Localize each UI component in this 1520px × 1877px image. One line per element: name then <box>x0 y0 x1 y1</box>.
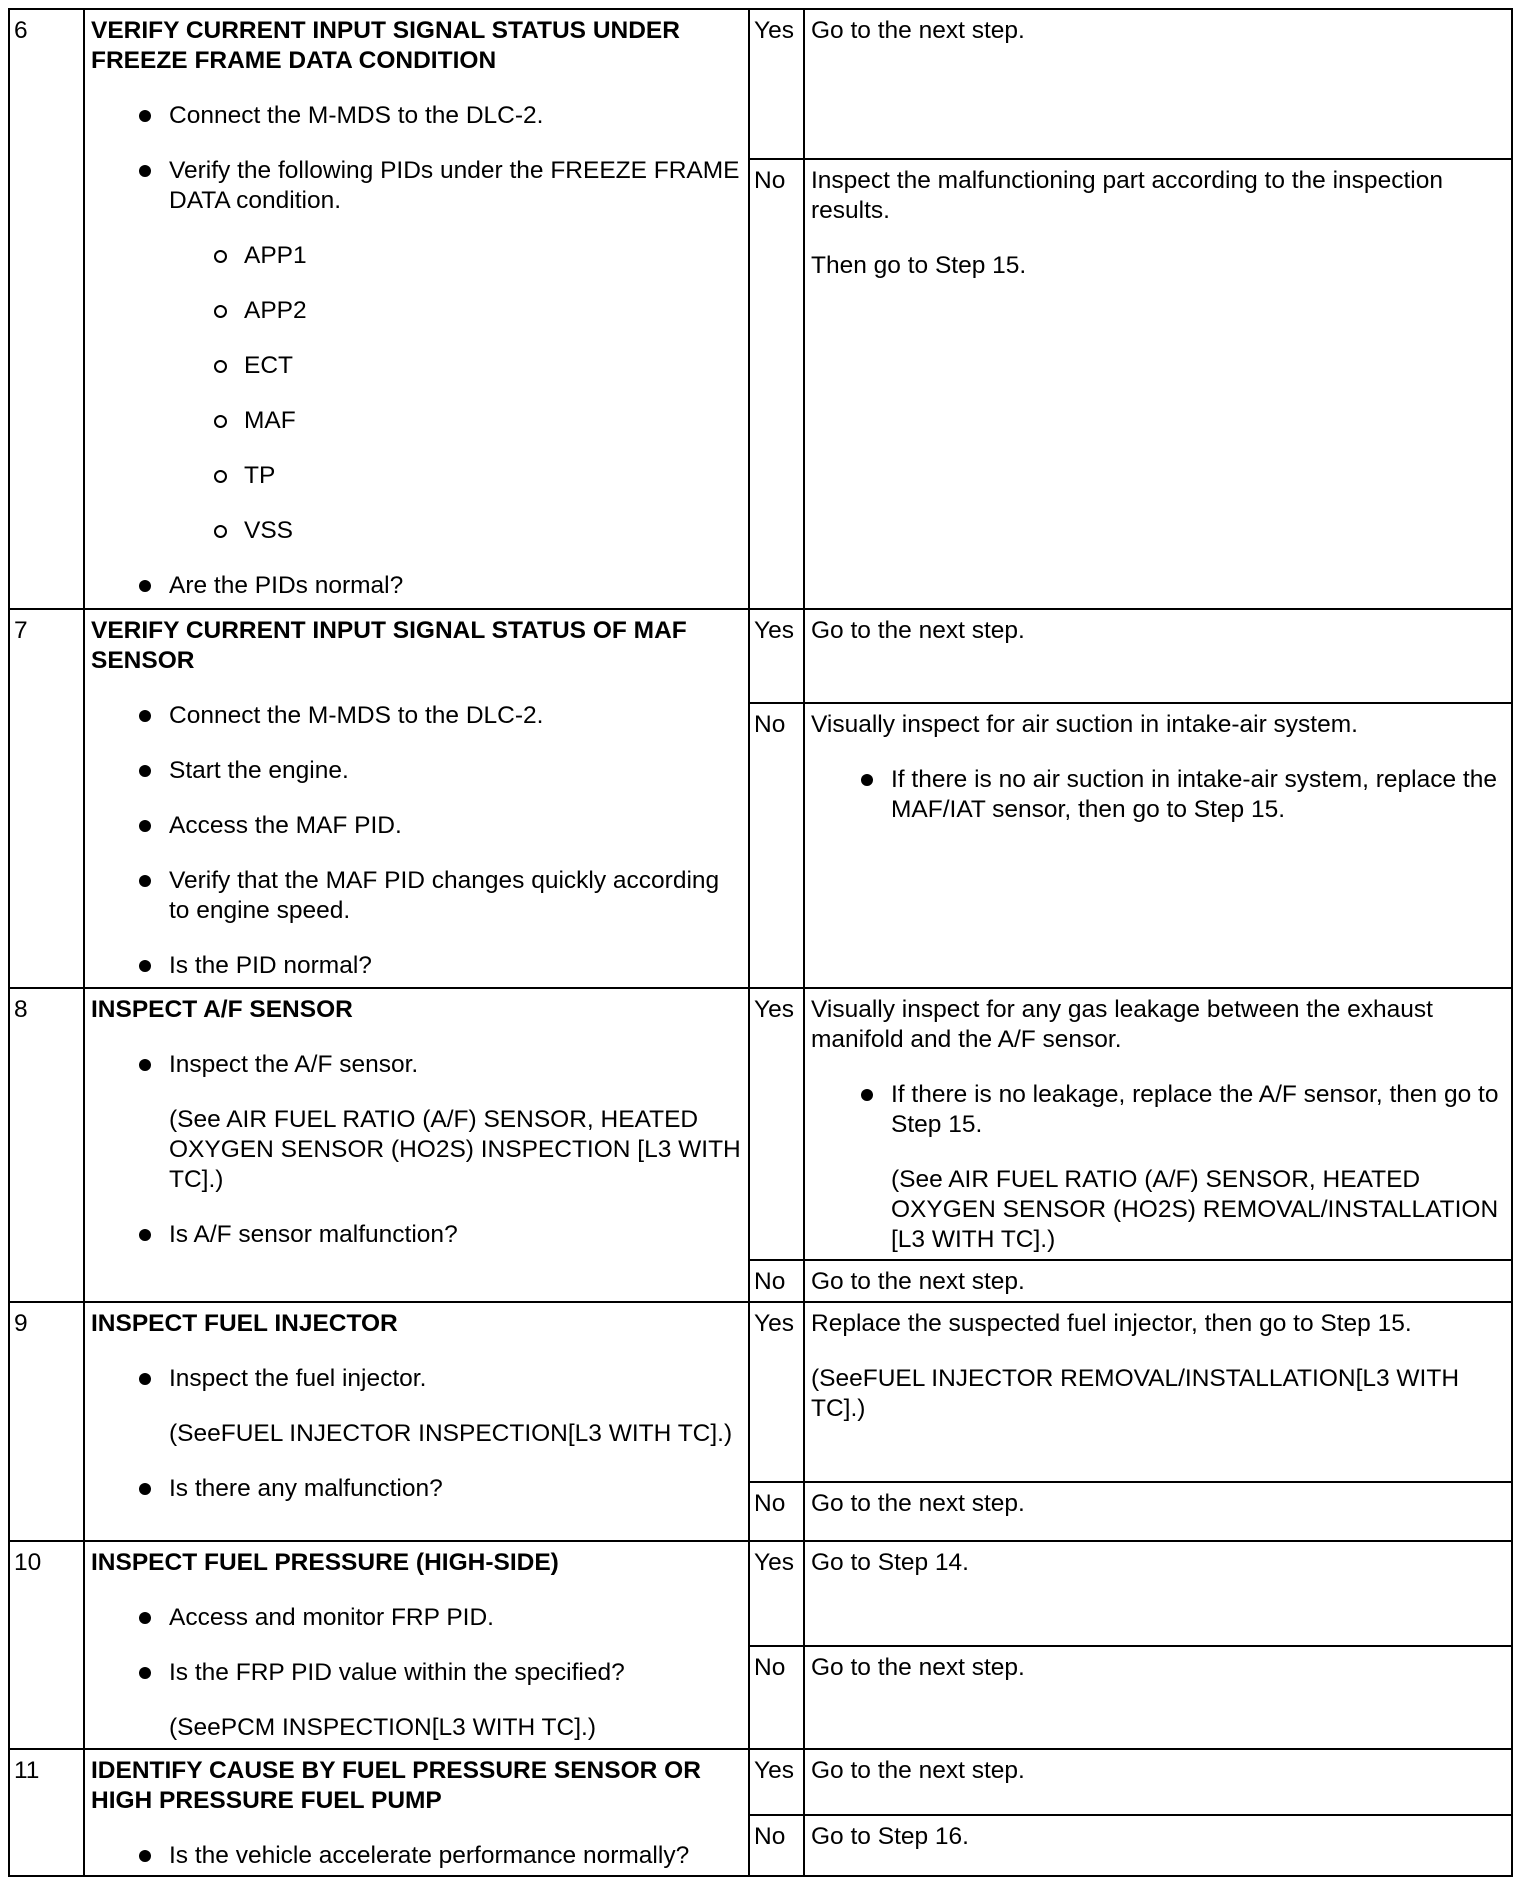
step-10-procedure <box>84 1541 749 1749</box>
answer-no-action: Inspect the malfunctioning part according to the inspection results. Then go to Step 15. <box>804 159 1512 609</box>
answer-yes-label: Yes <box>749 988 804 1260</box>
answer-no-label: No <box>749 1260 804 1302</box>
step-title: VERIFY CURRENT INPUT SIGNAL STATUS UNDER FREEZE FRAME DATA CONDITION <box>91 17 680 74</box>
question-item: Is A/F sensor malfunction? <box>169 1220 742 1250</box>
step-number: 9 <box>9 1302 84 1541</box>
step-number: 6 <box>9 9 84 609</box>
reference-note: (SeeFUEL INJECTOR INSPECTION[L3 WITH TC].) <box>169 1420 733 1447</box>
action-list <box>91 1364 742 1504</box>
answer-yes-label: Yes <box>749 9 804 159</box>
action-list <box>91 701 742 981</box>
answer-no-action: Go to the next step. <box>804 1260 1512 1302</box>
answer-no-label: No <box>749 703 804 988</box>
step-11-row-yes <box>9 1749 1512 1815</box>
answer-bullet: If there is no leakage, replace the A/F sensor, then go to Step 15. (See AIR FUEL RATIO (A/F) SENSOR, HEATED OXYGEN SENSOR (HO2S) REMOVAL/INSTALLATION [L3 WITH TC].) <box>891 1080 1505 1255</box>
answer-no-action: Go to the next step. <box>804 1646 1512 1749</box>
action-list <box>91 1603 742 1743</box>
answer-bullet: If there is no air suction in intake-air system, replace the MAF/IAT sensor, then go to Step 15. <box>891 765 1505 825</box>
reference-note: (SeeFUEL INJECTOR REMOVAL/INSTALLATION[L3 WITH TC].) <box>811 1365 1460 1422</box>
answer-no-label: No <box>749 1482 804 1541</box>
reference-note: (See AIR FUEL RATIO (A/F) SENSOR, HEATED OXYGEN SENSOR (HO2S) INSPECTION [L3 WITH TC].) <box>169 1106 741 1193</box>
step-title: VERIFY CURRENT INPUT SIGNAL STATUS OF MAF SENSOR <box>91 617 687 674</box>
action-list <box>91 101 742 601</box>
step-8-procedure <box>84 988 749 1302</box>
step-10-row-yes <box>9 1541 1512 1646</box>
reference-note: (SeePCM INSPECTION[L3 WITH TC].) <box>169 1714 596 1741</box>
pid-item: VSS <box>244 516 742 546</box>
action-item: Verify the following PIDs under the FREEZE FRAME DATA condition. APP1 APP2 ECT MAF TP VSS <box>169 156 742 546</box>
question-item: Is the PID normal? <box>169 951 742 981</box>
answer-yes-action: Go to Step 14. <box>804 1541 1512 1646</box>
step-title: INSPECT FUEL INJECTOR <box>91 1310 398 1337</box>
step-title: INSPECT A/F SENSOR <box>91 996 353 1023</box>
diagnostic-procedure-table <box>8 8 1513 1877</box>
action-item: Connect the M-MDS to the DLC-2. <box>169 101 742 131</box>
answer-yes-label: Yes <box>749 609 804 703</box>
action-item: Inspect the A/F sensor. (See AIR FUEL RATIO (A/F) SENSOR, HEATED OXYGEN SENSOR (HO2S) INSPECTION [L3 WITH TC].) <box>169 1051 741 1193</box>
action-list <box>91 1050 742 1250</box>
pid-item: TP <box>244 461 742 491</box>
step-number: 7 <box>9 609 84 988</box>
reference-note: (See AIR FUEL RATIO (A/F) SENSOR, HEATED OXYGEN SENSOR (HO2S) REMOVAL/INSTALLATION [L3 WITH TC].) <box>891 1166 1499 1253</box>
step-number: 8 <box>9 988 84 1302</box>
step-number: 11 <box>9 1749 84 1876</box>
answer-yes-action: Visually inspect for any gas leakage between the exhaust manifold and the A/F sensor. If there is no leakage, replace the A/F sensor, then go to Step 15. (See AIR FUEL RATIO (A/F) SENSOR, HEATED OXYGEN SENSOR (HO2S) REMOVAL/INSTALLATION [L3 WITH TC].) <box>804 988 1512 1260</box>
answer-yes-action: Go to the next step. <box>804 9 1512 159</box>
answer-yes-label: Yes <box>749 1302 804 1482</box>
question-item: Is the vehicle accelerate performance normally? <box>169 1841 742 1871</box>
step-title: INSPECT FUEL PRESSURE (HIGH-SIDE) <box>91 1549 559 1576</box>
question-item: Is the FRP PID value within the specified? (SeePCM INSPECTION[L3 WITH TC].) <box>169 1658 742 1743</box>
answer-no-action: Go to the next step. <box>804 1482 1512 1541</box>
action-item: Start the engine. <box>169 756 742 786</box>
step-9-row-yes <box>9 1302 1512 1482</box>
step-7-procedure <box>84 609 749 988</box>
step-8-row-yes <box>9 988 1512 1260</box>
answer-yes-label: Yes <box>749 1541 804 1646</box>
pid-item: ECT <box>244 351 742 381</box>
answer-no-action: Visually inspect for air suction in intake-air system. If there is no air suction in intake-air system, replace the MAF/IAT sensor, then go to Step 15. <box>804 703 1512 988</box>
answer-no-action: Go to Step 16. <box>804 1815 1512 1876</box>
answer-no-label: No <box>749 1646 804 1749</box>
step-9-procedure <box>84 1302 749 1541</box>
step-7-row-yes <box>9 609 1512 703</box>
question-item: Is there any malfunction? <box>169 1474 742 1504</box>
answer-yes-action: Go to the next step. <box>804 1749 1512 1815</box>
step-6-procedure <box>84 9 749 609</box>
step-6-row-yes <box>9 9 1512 159</box>
answer-yes-label: Yes <box>749 1749 804 1815</box>
pid-item: MAF <box>244 406 742 436</box>
answer-yes-action: Go to the next step. <box>804 609 1512 703</box>
answer-bullet-list <box>811 765 1505 825</box>
action-list <box>91 1841 742 1871</box>
pid-list <box>169 241 742 546</box>
action-item: Access and monitor FRP PID. <box>169 1603 742 1633</box>
pid-item: APP2 <box>244 296 742 326</box>
answer-yes-action: Replace the suspected fuel injector, then go to Step 15. (SeeFUEL INJECTOR REMOVAL/INSTALLATION[L3 WITH TC].) <box>804 1302 1512 1482</box>
answer-no-label: No <box>749 1815 804 1876</box>
action-item: Connect the M-MDS to the DLC-2. <box>169 701 742 731</box>
answer-no-label: No <box>749 159 804 609</box>
action-item: Verify that the MAF PID changes quickly according to engine speed. <box>169 866 742 926</box>
pid-item: APP1 <box>244 241 742 271</box>
action-item: Inspect the fuel injector. (SeeFUEL INJECTOR INSPECTION[L3 WITH TC].) <box>169 1364 742 1449</box>
step-title: IDENTIFY CAUSE BY FUEL PRESSURE SENSOR OR HIGH PRESSURE FUEL PUMP <box>91 1757 701 1814</box>
step-number: 10 <box>9 1541 84 1749</box>
action-item: Access the MAF PID. <box>169 811 742 841</box>
step-11-procedure <box>84 1749 749 1876</box>
question-item: Are the PIDs normal? <box>169 571 742 601</box>
answer-bullet-list <box>811 1080 1505 1255</box>
